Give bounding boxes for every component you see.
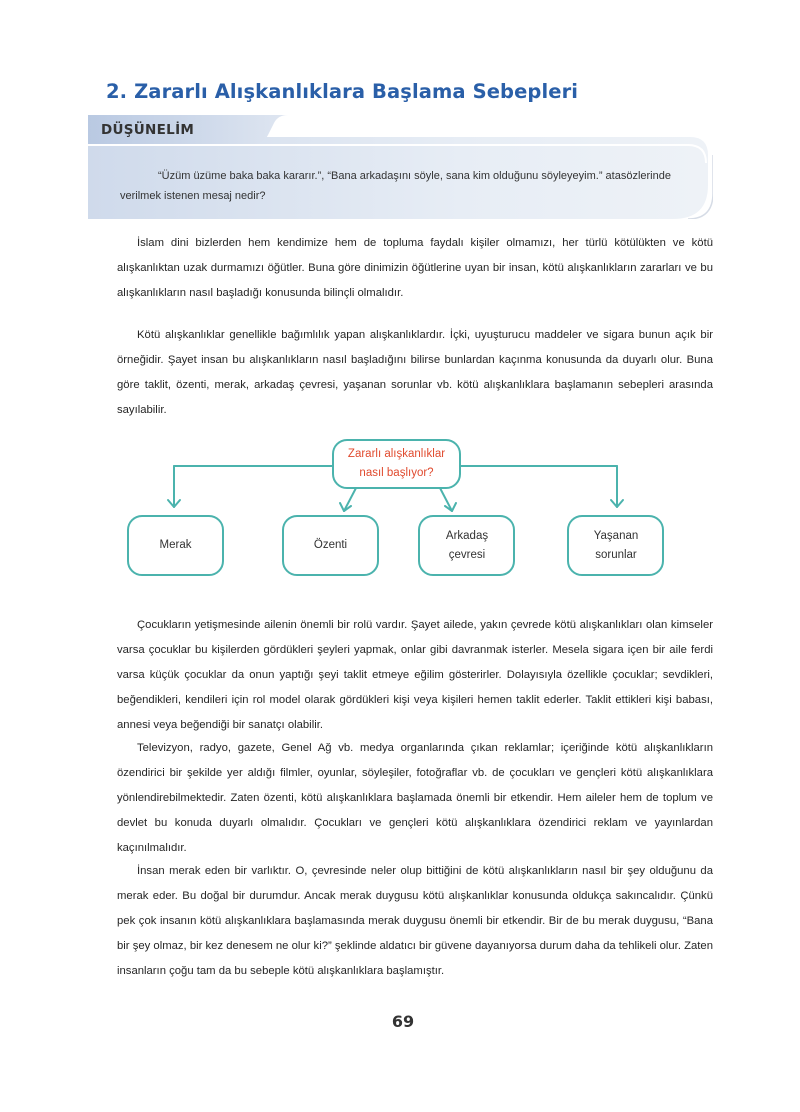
diagram-node-ozenti: Özenti bbox=[313, 539, 348, 551]
page-number: 69 bbox=[391, 1012, 415, 1031]
diagram-node-merak: Merak bbox=[159, 539, 192, 551]
think-box-text: “Üzüm üzüme baka baka kararır.”, “Bana arkadaşını söyle, sana kim olduğunu söyleyeyim.” atasözlerinde verilmek istenen mesaj nedir? bbox=[120, 170, 671, 202]
think-box-label: DÜŞÜNELİM bbox=[101, 122, 195, 138]
body-paragraph-2: Televizyon, radyo, gazete, Genel Ağ vb. medya organlarında çıkan reklamlar; içeriğinde kötü alışkanlıkların özendirici bir şekilde yer aldığı filmler, oyunlar, söyleşiler, fotoğraflar vb. de çocukları ve gençleri kötü alışkanlıklara yönlendirebilmektedir. Zaten özenti, kötü alışkanlıklara başlamada önemli bir etkendir. Hem aileler hem de toplum ve devlet bu konuda duyarlı olmalıdır. Çocukları ve gençleri kötü alışkanlıklara özendirici reklam ve yayınlardan kaçınılmalıdır. bbox=[117, 742, 713, 854]
page-title: 2. Zararlı Alışkanlıklara Başlama Sebepleri bbox=[106, 80, 579, 103]
body-paragraph-3: İnsan merak eden bir varlıktır. O, çevresinde neler olup bittiğini de kötü alışkanlıkların nasıl bir şey olduğunu da merak eder. Bu doğal bir durumdur. Ancak merak duygusu kötü alışkanlıklar konusunda oldukça sakıncalıdır. Çünkü pek çok insanın kötü alışkanlıklara başlamasında merak duygusu önemli bir etkendir. Bir de bu merak duygusu, “Bana bir şey olmaz, bir kez denesem ne olur ki?” şeklinde aldatıcı bir güvene dayanıyorsa durum daha da tehlikeli olur. Zaten insanların çoğu tam da bu sebeple kötü alışkanlıklara başlamıştır. bbox=[117, 865, 713, 977]
body-paragraph-1: Çocukların yetişmesinde ailenin önemli bir rolü vardır. Şayet ailede, yakın çevrede kötü alışkanlıkları olan kimseler varsa çocuklar bu kişilerden gördükleri şeyleri yapmak, onlar gibi davranmak isterler. Mesela sigara içen bir aile ferdi varsa küçük çocuklar da onun yaptığı şeyi taklit etmeye eğilim gösterirler. Dolayısıyla özellikle çocuklar; sevdikleri, beğendikleri, kendileri için rol model olarak gördükleri kişi veya kişileri hemen taklit ederler. Taklit ettikleri kişi babası, annesi veya beğendiği bir sanatçı olabilir. bbox=[117, 619, 713, 731]
diagram-center-label: Zararlı alışkanlıklar nasıl başlıyor? bbox=[347, 448, 446, 479]
diagram-node-yasanan-sorunlar: Yaşanan sorunlar bbox=[593, 529, 639, 561]
intro-paragraph-1: İslam dini bizlerden hem kendimize hem de topluma faydalı kişiler olmamızı, her türlü kötülükten ve kötü alışkanlıktan uzak durmamızı öğütler. Buna göre dinimizin öğütlerine uyan bir insan, kötü alışkanlıkların zararları ve bu alışkanlıkların nasıl başladığı konusunda bilinçli olmalıdır. bbox=[117, 237, 713, 299]
diagram-node-arkadas-cevresi: Arkadaş çevresi bbox=[445, 529, 489, 561]
intro-paragraph-2: Kötü alışkanlıklar genellikle bağımlılık yapan alışkanlıklardır. İçki, uyuşturucu maddeler ve sigara bunun açık bir örneğidir. Şayet insan bu alışkanlıkların nasıl başladığını bilirse bunlardan kaçınma konusunda da duyarlı olur. Buna göre taklit, özenti, merak, arkadaş çevresi, yaşanan sorunlar vb. kötü alışkanlıklara başlamanın sebepleri arasında sayılabilir. bbox=[117, 329, 713, 416]
